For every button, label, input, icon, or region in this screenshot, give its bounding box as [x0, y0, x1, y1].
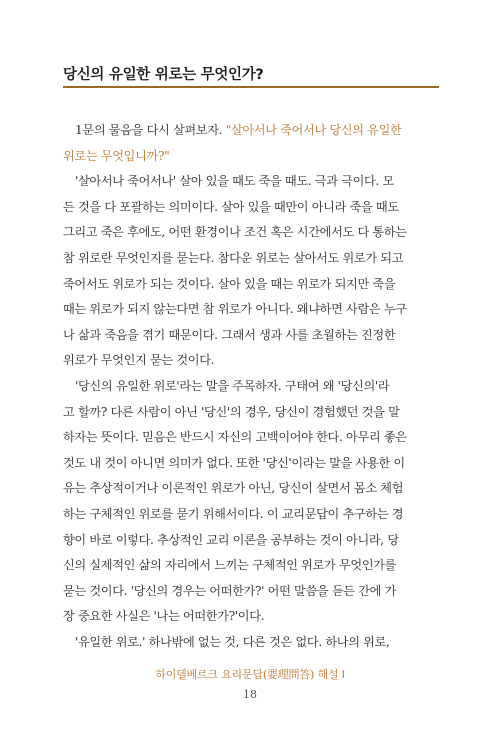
body-line [63, 348, 439, 374]
body-line [63, 169, 439, 195]
body-line [63, 374, 439, 400]
body-line-text: 하자는 뜻이다. 믿음은 반드시 자신의 고백이어야 한다. 아무리 좋은 [63, 430, 407, 445]
body-line-text: 나 삶과 죽음을 겪기 때문이다. 그래서 생과 사를 초월하는 진정한 [63, 327, 396, 342]
body-line [63, 528, 439, 554]
body-line [63, 246, 439, 272]
highlighted-question-text: 위로는 무엇입니까?" [63, 148, 170, 163]
body-line-text: 죽어서도 위로가 되는 것이다. 살아 있을 때는 위로가 되지만 죽을 [63, 276, 396, 291]
page-number: 18 [243, 688, 257, 701]
body-line [63, 476, 439, 502]
body-line [63, 579, 439, 605]
body-line [63, 323, 439, 349]
body-line [63, 630, 439, 656]
heading-rule [63, 86, 439, 88]
body-line-text: 유는 추상적이거나 이론적인 위로가 아닌, 당신이 살면서 몸소 체험 [63, 481, 404, 496]
body-line-text: 신의 실제적인 삶의 자리에서 느끼는 구체적인 위로가 무엇인가를 [63, 558, 397, 573]
body-line-text: 때는 위로가 되지 않는다면 참 위로가 아니다. 왜냐하면 사람은 누구 [63, 302, 407, 317]
footer-book-title: 하이델베르크 요리문답(要理問答) 해설 Ⅰ [155, 668, 345, 681]
body-line-text: '유일한 위로.' 하나밖에 없는 것, 다른 것은 없다. 하나의 위로, [75, 634, 390, 649]
body-line-text: 고 할까? 다른 사람이 아닌 '당신'의 경우, 당신이 경험했던 것을 말 [63, 404, 400, 419]
body-line-text: 1문의 물음을 다시 살펴보자. [75, 123, 226, 137]
body-line-text: 하는 구체적인 위로를 묻기 위해서이다. 이 교리문답이 추구하는 경 [63, 506, 404, 521]
body-line-text: 장 중요한 사실은 '나는 어떠한가?'이다. [63, 609, 265, 624]
body-line [63, 195, 439, 221]
body-line [63, 118, 439, 144]
body-line-text: 묻는 것이다. '당신의 경우는 어떠한가?' 어떤 말씀을 듣든 간에 가 [63, 583, 397, 598]
body-line-text: 것도 내 것이 아니면 의미가 없다. 또한 '당신'이라는 말을 사용한 이 [63, 455, 405, 470]
body-line-text: '살아서나 죽어서나' 살아 있을 때도 죽을 때도. 극과 극이다. 모 [75, 174, 394, 189]
body-line [63, 553, 439, 579]
body-line [63, 425, 439, 451]
body-line-text: 그리고 죽은 후에도, 어떤 환경이나 조건 혹은 시간에서도 다 통하는 [63, 225, 407, 240]
highlighted-question-text: "살아서나 죽어서나 당신의 유일한 [225, 123, 402, 137]
body-line [63, 272, 439, 298]
body-line [63, 297, 439, 323]
body-line [63, 604, 439, 630]
body-line [63, 451, 439, 477]
body-line-text: '당신의 유일한 위로'라는 말을 주목하자. 구태여 왜 '당신의'라 [75, 378, 390, 393]
body-line [63, 144, 439, 170]
body-line [63, 220, 439, 246]
body-line-text: 참 위로란 무엇인지를 묻는다. 참다운 위로는 살아서도 위로가 되고 [63, 250, 404, 265]
body-line [63, 400, 439, 426]
section-heading: 당신의 유일한 위로는 무엇인가? [63, 67, 264, 83]
body-line [63, 502, 439, 528]
body-text [63, 118, 439, 655]
body-line-text: 향이 바로 이렇다. 추상적인 교리 이론을 공부하는 것이 아니라, 당 [63, 532, 399, 547]
body-line-text: 위로가 무엇인지 묻는 것이다. [63, 353, 215, 368]
body-line-text: 든 것을 다 포괄하는 의미이다. 살아 있을 때만이 아니라 죽을 때도 [63, 199, 399, 214]
